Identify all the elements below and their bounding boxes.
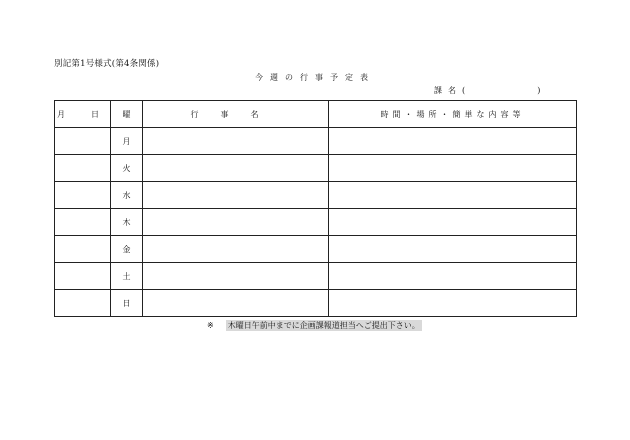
details-cell[interactable]	[329, 209, 577, 236]
weekday-cell: 日	[111, 290, 143, 317]
note-text: 木曜日午前中までに企画課報道担当へご提出下さい。	[227, 321, 420, 330]
weekday-cell: 火	[111, 155, 143, 182]
table-row	[55, 182, 577, 209]
date-cell[interactable]	[55, 263, 111, 290]
table-row	[55, 209, 577, 236]
table-row	[55, 236, 577, 263]
col-date: 月 日	[55, 101, 111, 128]
event-cell[interactable]	[143, 236, 329, 263]
weekday-cell: 土	[111, 263, 143, 290]
weekday-cell: 木	[111, 209, 143, 236]
date-cell[interactable]	[55, 236, 111, 263]
event-cell[interactable]	[143, 263, 329, 290]
table-row	[55, 290, 577, 317]
form-title: 今週の行事予定表	[255, 73, 375, 82]
details-cell[interactable]	[329, 263, 577, 290]
col-weekday: 曜	[111, 101, 143, 128]
date-cell[interactable]	[55, 290, 111, 317]
department-close: )	[537, 86, 541, 95]
event-cell[interactable]	[143, 182, 329, 209]
table-row	[55, 263, 577, 290]
event-cell[interactable]	[143, 209, 329, 236]
table-header-row	[55, 101, 577, 128]
date-cell[interactable]	[55, 155, 111, 182]
details-cell[interactable]	[329, 290, 577, 317]
date-cell[interactable]	[55, 182, 111, 209]
details-cell[interactable]	[329, 182, 577, 209]
department-value[interactable]	[471, 86, 537, 95]
weekday-cell: 月	[111, 128, 143, 155]
event-cell[interactable]	[143, 290, 329, 317]
schedule-table	[54, 100, 577, 317]
submission-note	[207, 320, 422, 331]
event-cell[interactable]	[143, 128, 329, 155]
table-row	[55, 155, 577, 182]
weekday-cell: 水	[111, 182, 143, 209]
department-label: 課名(	[434, 86, 472, 95]
weekday-cell: 金	[111, 236, 143, 263]
form-reference: 別記第1号様式(第4条関係)	[54, 59, 160, 69]
date-cell[interactable]	[55, 128, 111, 155]
details-cell[interactable]	[329, 236, 577, 263]
col-details: 時間・場所・簡単な内容等	[329, 101, 577, 128]
note-mark: ※	[207, 321, 214, 330]
event-cell[interactable]	[143, 155, 329, 182]
date-cell[interactable]	[55, 209, 111, 236]
col-event-name: 行事名	[143, 101, 329, 128]
department-field	[434, 85, 540, 96]
details-cell[interactable]	[329, 155, 577, 182]
details-cell[interactable]	[329, 128, 577, 155]
table-row	[55, 128, 577, 155]
